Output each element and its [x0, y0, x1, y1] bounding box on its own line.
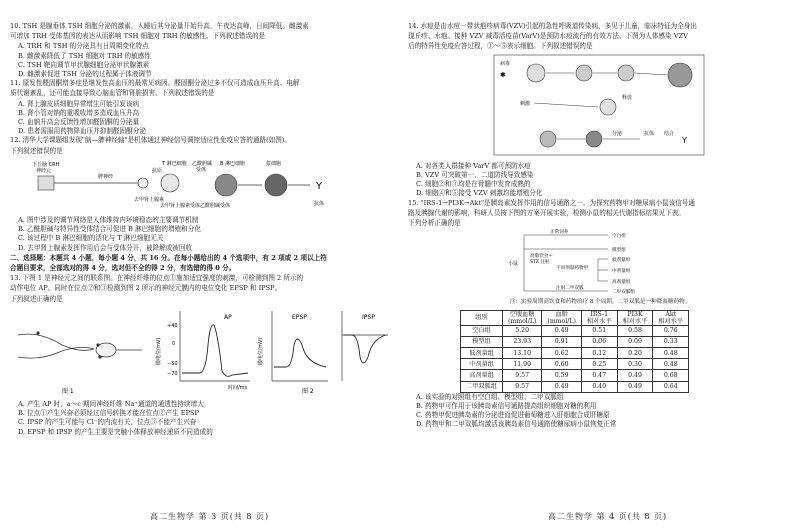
- question-14: [408, 22, 792, 199]
- fig-label-plasma: 浆细胞: [266, 160, 282, 167]
- cell-1: [527, 64, 545, 82]
- table-cell: 空白组: [461, 325, 503, 336]
- epsp-label: EPSP: [292, 313, 307, 321]
- ap-curve: [182, 325, 248, 377]
- table-cell: 二甲双胍组: [461, 381, 503, 392]
- table-cell: 0.91: [542, 336, 581, 347]
- ap-tick: −50: [167, 360, 178, 367]
- table-row: [461, 325, 689, 336]
- cell-2: [576, 65, 592, 81]
- flow-metformin: 二甲双胍组: [612, 290, 635, 296]
- table-cell: 0.49: [617, 381, 653, 392]
- table-cell: 0.09: [617, 336, 653, 347]
- question-13: [10, 274, 390, 437]
- fig-label-ach-receptor: 乙酰胆碱受体: [200, 202, 231, 209]
- q13-option-b[interactable]: B. 位点①产生兴奋必须经过信号转换才能在位点②产生 EPSP: [18, 409, 199, 418]
- q15-option-b[interactable]: B. 药物甲可作用于该胰岛素信号通路提高组织细胞对糖的利用: [416, 401, 597, 410]
- ipsp-label: IPSP: [362, 313, 375, 321]
- q10-option-d[interactable]: D. 雌激素促进 TSH 分泌的过程属于体液调节: [18, 70, 152, 79]
- q12-option-b[interactable]: B. 乙酰胆碱与特异性受体结合可促进 B 淋巴细胞的增殖和分化: [18, 225, 201, 234]
- fig1-caption: 图 1: [62, 387, 74, 395]
- fig-label-neuron: 神经元: [36, 167, 52, 174]
- flow-mid: 中剂量组: [612, 269, 631, 275]
- fig-label-ne-receptor: 去甲肾上腺素受体: [160, 202, 201, 209]
- q11-option-d[interactable]: D. 患者需服用药物降血压并抑制醛固酮分泌: [18, 127, 146, 136]
- fig-label-receptor: 受体: [196, 166, 207, 173]
- terminal-bulb: [138, 178, 148, 188]
- table-cell: 0.12: [581, 348, 617, 359]
- combine-label: 结合: [664, 130, 675, 137]
- metabolic-table: [460, 310, 689, 393]
- table-cell: 中剂量组: [461, 359, 503, 370]
- experiment-flow-figure: [408, 229, 792, 295]
- table-header-cell: Akt 相对水平: [653, 310, 689, 325]
- q10-option-b[interactable]: B. 雌激素降低了 TSH 细胞对 TRH 的敏感性: [18, 51, 151, 60]
- q12-stem-line: 下列叙述错误的是: [10, 146, 63, 155]
- site-2-marker: [96, 343, 99, 346]
- q10-stem-line: 10. TSH 是腺垂体 TSH 细胞分泌的激素，入睡后其分泌量开始升高，午夜达高峰，日间降低。雌激素: [10, 22, 309, 30]
- antibody-label: 抗体: [644, 130, 655, 137]
- q15-stem-line: 路及胰腺代谢的影响，科研人员按下图的方案开展实验，检测小鼠的相关代谢指标结果见下表。: [408, 208, 685, 217]
- flow-mice: 小鼠: [508, 261, 519, 268]
- ap-xlabel: 时间/ms: [228, 384, 248, 391]
- q11-option-a[interactable]: A. 肾上腺皮质细胞异常增生可能引发该病: [18, 99, 140, 108]
- arrow-3-infected: [635, 73, 667, 75]
- q12-option-c[interactable]: C. 该过程中 B 淋巴细胞的活化与 T 淋巴细胞无关: [18, 234, 164, 243]
- table-header-cell: 空腹血糖 (mmol/L): [502, 310, 541, 325]
- q11-stem-line: 11. 原发性醛固酮增多症是继发性高血压的最常见病因。醛固酮分泌过多不仅可造成血压升高、电解: [10, 79, 300, 88]
- q13-option-c[interactable]: C. IPSP 的产生可能与 Cl⁻的内流有关，位点③不能产生兴奋: [18, 418, 197, 427]
- table-cell: 0.40: [581, 381, 617, 392]
- cell-4: [600, 99, 616, 115]
- table-header-row: [461, 310, 689, 325]
- plasma-cell: [586, 131, 602, 147]
- q15-option-d[interactable]: D. 药物甲和二甲双胍均激活该胰岛素信号通路使糖尿病小鼠恢复正常: [416, 420, 617, 429]
- q14-option-b[interactable]: B. VZV 可突破第一、二道防线导致感染: [416, 171, 534, 180]
- q12-stem-line: 12. 清华大学课题组发现"脑—脾神经轴"是机体通过神经信号调控适应性免疫应答的通路(如图)。: [10, 136, 291, 145]
- q15-option-c[interactable]: C. 药物甲促进胰岛素的分泌进而促进葡萄糖进入肝细胞合成肝糖原: [416, 411, 610, 420]
- table-cell: 0.62: [542, 348, 581, 359]
- table-cell: 0.68: [653, 370, 689, 381]
- right-page: [408, 22, 792, 430]
- q15-stem-line: 下列分析正确的是: [408, 219, 461, 228]
- table-cell: 0.47: [581, 370, 617, 381]
- table-cell: 0.64: [653, 381, 689, 392]
- table-row: [461, 359, 689, 370]
- fig-label-b-cell: B 淋巴细胞: [220, 160, 246, 167]
- page-footer-right: 高二生物学 第 4 页(共 8 页): [548, 512, 668, 521]
- flow-normal-diet: 正常饲养: [550, 230, 569, 236]
- ap-tick: −70: [167, 370, 178, 377]
- table-cell: 23.93: [502, 336, 541, 347]
- q11-stem-line: 质代谢紊乱，还可能直接导致心脑血管和肾脏损害。下列叙述错误的是: [10, 89, 215, 98]
- release-label: 释放: [622, 94, 633, 101]
- q13-option-d[interactable]: D. EPSP 和 IPSP 的产生主要是突触小体释放神经递质不同造成的: [18, 427, 213, 436]
- q11-option-c[interactable]: C. 血钠升高会反馈性增加醛固酮的分泌量: [18, 118, 140, 127]
- fig-label-crh: 下丘脑 CRH: [32, 161, 60, 168]
- q14-option-d[interactable]: D. 细胞④和⑤接受 VZV 刺激均能增殖分化: [416, 189, 543, 198]
- q10-stem-line: 可增加 TRH 受体基因的表达从而影响 TSH 细胞对 TRH 的敏感性。下列叙述错误的是: [10, 32, 266, 41]
- flow-model-diet: 高脂饮食＋: [530, 254, 553, 260]
- table-cell: 0.49: [542, 381, 581, 392]
- q12-option-d[interactable]: D. 去甲肾上腺素发挥作用后会与受体分开，被降解或被回收: [18, 243, 193, 252]
- fig-label-spleen-nerve: 脾神经: [98, 173, 114, 180]
- fig-label-ach: 乙酰胆碱: [192, 160, 213, 167]
- table-cell: 0.58: [617, 325, 653, 336]
- q12-option-a[interactable]: A. 图中涉及的调节网络是人体维持内环境稳态的主要调节机制: [18, 216, 199, 225]
- ap-tick: +40: [167, 322, 178, 329]
- question-12: [10, 136, 390, 252]
- neuron-body: [38, 176, 54, 190]
- fig-label-antibody: 抗体: [314, 200, 325, 207]
- ap-tick: 0: [172, 340, 176, 347]
- q14-stem-line: 现丘疹、水疱。接种 VZV 减毒活疫苗(VarV)是预防水痘流行的有效方法。下图为人体感染 VZV: [408, 32, 688, 41]
- table-cell: 0.76: [653, 325, 689, 336]
- ap-ylabel: 膜电位(mV): [156, 337, 162, 365]
- table-header-cell: 组别: [461, 310, 503, 325]
- epsp-ylabel: 膜电位(mV): [258, 337, 264, 365]
- table-cell: 模型组: [461, 336, 503, 347]
- neuron-1: [18, 334, 94, 350]
- flow-dose: 不同剂量药物甲: [556, 266, 589, 272]
- flow-model: 模型组: [612, 248, 626, 254]
- q13-stem-line: 下列叙述正确的是: [10, 294, 63, 303]
- antibody-icon: Y: [682, 135, 687, 145]
- fig-label-antigen: 抗原: [152, 167, 163, 174]
- q14-option-c[interactable]: C. 细胞②和③均是在骨髓中发育成熟的: [416, 180, 531, 189]
- q14-stem-line: 14. 水痘是由水痘一带状疱疹病毒(VZV)引起的急性呼吸道传染病，多见于儿童，临床特征为全身出: [408, 22, 697, 30]
- table-cell: 0.48: [653, 359, 689, 370]
- table-cell: 0.49: [542, 325, 581, 336]
- q13-stem-line: 13. 下图 1 是神经元之间的联系图。在神经纤维的位点①施加适宜强度的刺激，可检测到图 2 所示的: [10, 274, 304, 283]
- question-15: [408, 199, 792, 430]
- table-cell: 0.48: [653, 348, 689, 359]
- table-cell: 低剂量组: [461, 348, 503, 359]
- page-footer-left: 高二生物学 第 3 页(共 8 页): [150, 512, 270, 521]
- table-cell: 13.10: [502, 348, 541, 359]
- t-cell: [161, 174, 179, 192]
- q14-stem-line: 后的特异性免疫应答过程，①～⑤表示细胞。下列叙述错误的是: [408, 42, 593, 51]
- table-cell: 0.33: [653, 336, 689, 347]
- section-2-heading: 合题目要求，全部选对的得 4 分，选对但不全的得 2 分，有选错的得 0 分。: [10, 264, 236, 273]
- cell-5: [540, 131, 556, 147]
- virus-icon: ✱: [500, 70, 506, 79]
- table-row: [461, 336, 689, 347]
- table-cell: 9.57: [502, 370, 541, 381]
- fig-label-adrenal: 去甲肾上腺素: [134, 196, 165, 203]
- flow-high: 高剂量组: [612, 280, 631, 286]
- plasma-cell: [265, 174, 287, 196]
- ipsp-panel: [342, 311, 388, 381]
- neuron-potential-figure: [10, 305, 390, 397]
- epsp-curve: [274, 339, 326, 367]
- table-header-cell: IRS-1 相对水平: [581, 310, 617, 325]
- table-header-cell: 血脂 (mmol/L): [542, 310, 581, 325]
- question-10: [10, 22, 390, 79]
- q11-option-b[interactable]: B. 肾小管对钠的重吸收增多造成血压升高: [18, 108, 140, 117]
- table-body: [461, 325, 689, 392]
- table-cell: 高剂量组: [461, 370, 503, 381]
- q15-option-a[interactable]: A. 该实验的对照组有空白组、模型组、二甲双胍组: [416, 392, 564, 401]
- q13-option-a[interactable]: A. 产生 AP 时，a～c 期间神经纤维 Na⁺通道的通透性持续增大: [18, 400, 204, 409]
- cell-3: [618, 65, 634, 81]
- secrete-label: 分泌: [612, 130, 623, 137]
- q14-option-a[interactable]: A. 对各类人群接种 VarV 都可预防水痘: [416, 161, 531, 170]
- ap-label: AP: [224, 313, 232, 321]
- table-cell: 0.25: [581, 359, 617, 370]
- ap-panel: [155, 311, 250, 391]
- b-cell: [215, 174, 237, 196]
- left-page: [10, 22, 390, 437]
- table-row: [461, 381, 689, 392]
- section-2-heading: 二、选择题：本题共 4 小题，每小题 4 分，共 16 分。在每小题给出的 4 个选项中，有 2 项或 2 项以上符: [10, 253, 327, 262]
- flow-stz: STZ 注射: [530, 260, 550, 266]
- table-cell: 0.30: [617, 359, 653, 370]
- flow-low: 低剂量组: [612, 258, 631, 264]
- neuron-2: [18, 347, 94, 358]
- question-11: [10, 79, 390, 136]
- table-row: [461, 348, 689, 359]
- table-cell: 0.06: [581, 336, 617, 347]
- table-cell: 5.20: [502, 325, 541, 336]
- fig2-caption: 图 2: [302, 387, 314, 395]
- flow-blank: 空白组: [612, 234, 626, 240]
- figure-1: [18, 331, 142, 395]
- arrow-stim: [534, 103, 598, 107]
- table-header-cell: PI3K 相对水平: [617, 310, 653, 325]
- table-note: 注：实验周期高饮食和药物治疗 8 个周期，二甲双胍是一种降血糖药物。: [509, 299, 691, 306]
- table-cell: 0.59: [542, 370, 581, 381]
- table-cell: 9.57: [502, 381, 541, 392]
- table-row: [461, 370, 689, 381]
- q10-option-a[interactable]: A. TRH 和 TSH 的分泌具有日周期变化特点: [18, 42, 149, 51]
- q15-stem-line: 15. "IRS-1→PI3K→Akt"是胰岛素发挥作用的信号通路之一。为探究药物甲对糖尿病小鼠该信号通: [408, 198, 696, 207]
- site-3-marker: [98, 355, 101, 358]
- virus-label: 病毒: [500, 60, 511, 67]
- table-cell: 0.49: [617, 370, 653, 381]
- fig-label-t-cell: T 淋巴细胞: [162, 160, 187, 167]
- stimulate-label: 刺激: [520, 100, 531, 107]
- table-cell: 0.20: [617, 348, 653, 359]
- site-1-marker: [36, 331, 39, 334]
- table-cell: 0.51: [581, 325, 617, 336]
- ipsp-curve: [344, 335, 386, 363]
- infected-cell: [668, 63, 692, 87]
- antibody-icon: Y: [316, 180, 323, 192]
- flow-drug2: 注射二甲双胍: [556, 286, 584, 292]
- brain-spleen-axis-figure: [10, 157, 390, 213]
- epsp-panel: [257, 311, 328, 395]
- q13-stem-line: 动作电位 AP。同时在位点②和③检测到图 2 所示的神经元膜内的电位变化 EPSP 和 IPSP。: [10, 284, 282, 293]
- q10-option-c[interactable]: C. TSH 靶向调节甲状腺细胞分泌甲状腺激素: [18, 60, 150, 69]
- table-cell: 11.90: [502, 359, 541, 370]
- table-cell: 0.60: [542, 359, 581, 370]
- vzv-immune-figure: [408, 53, 792, 159]
